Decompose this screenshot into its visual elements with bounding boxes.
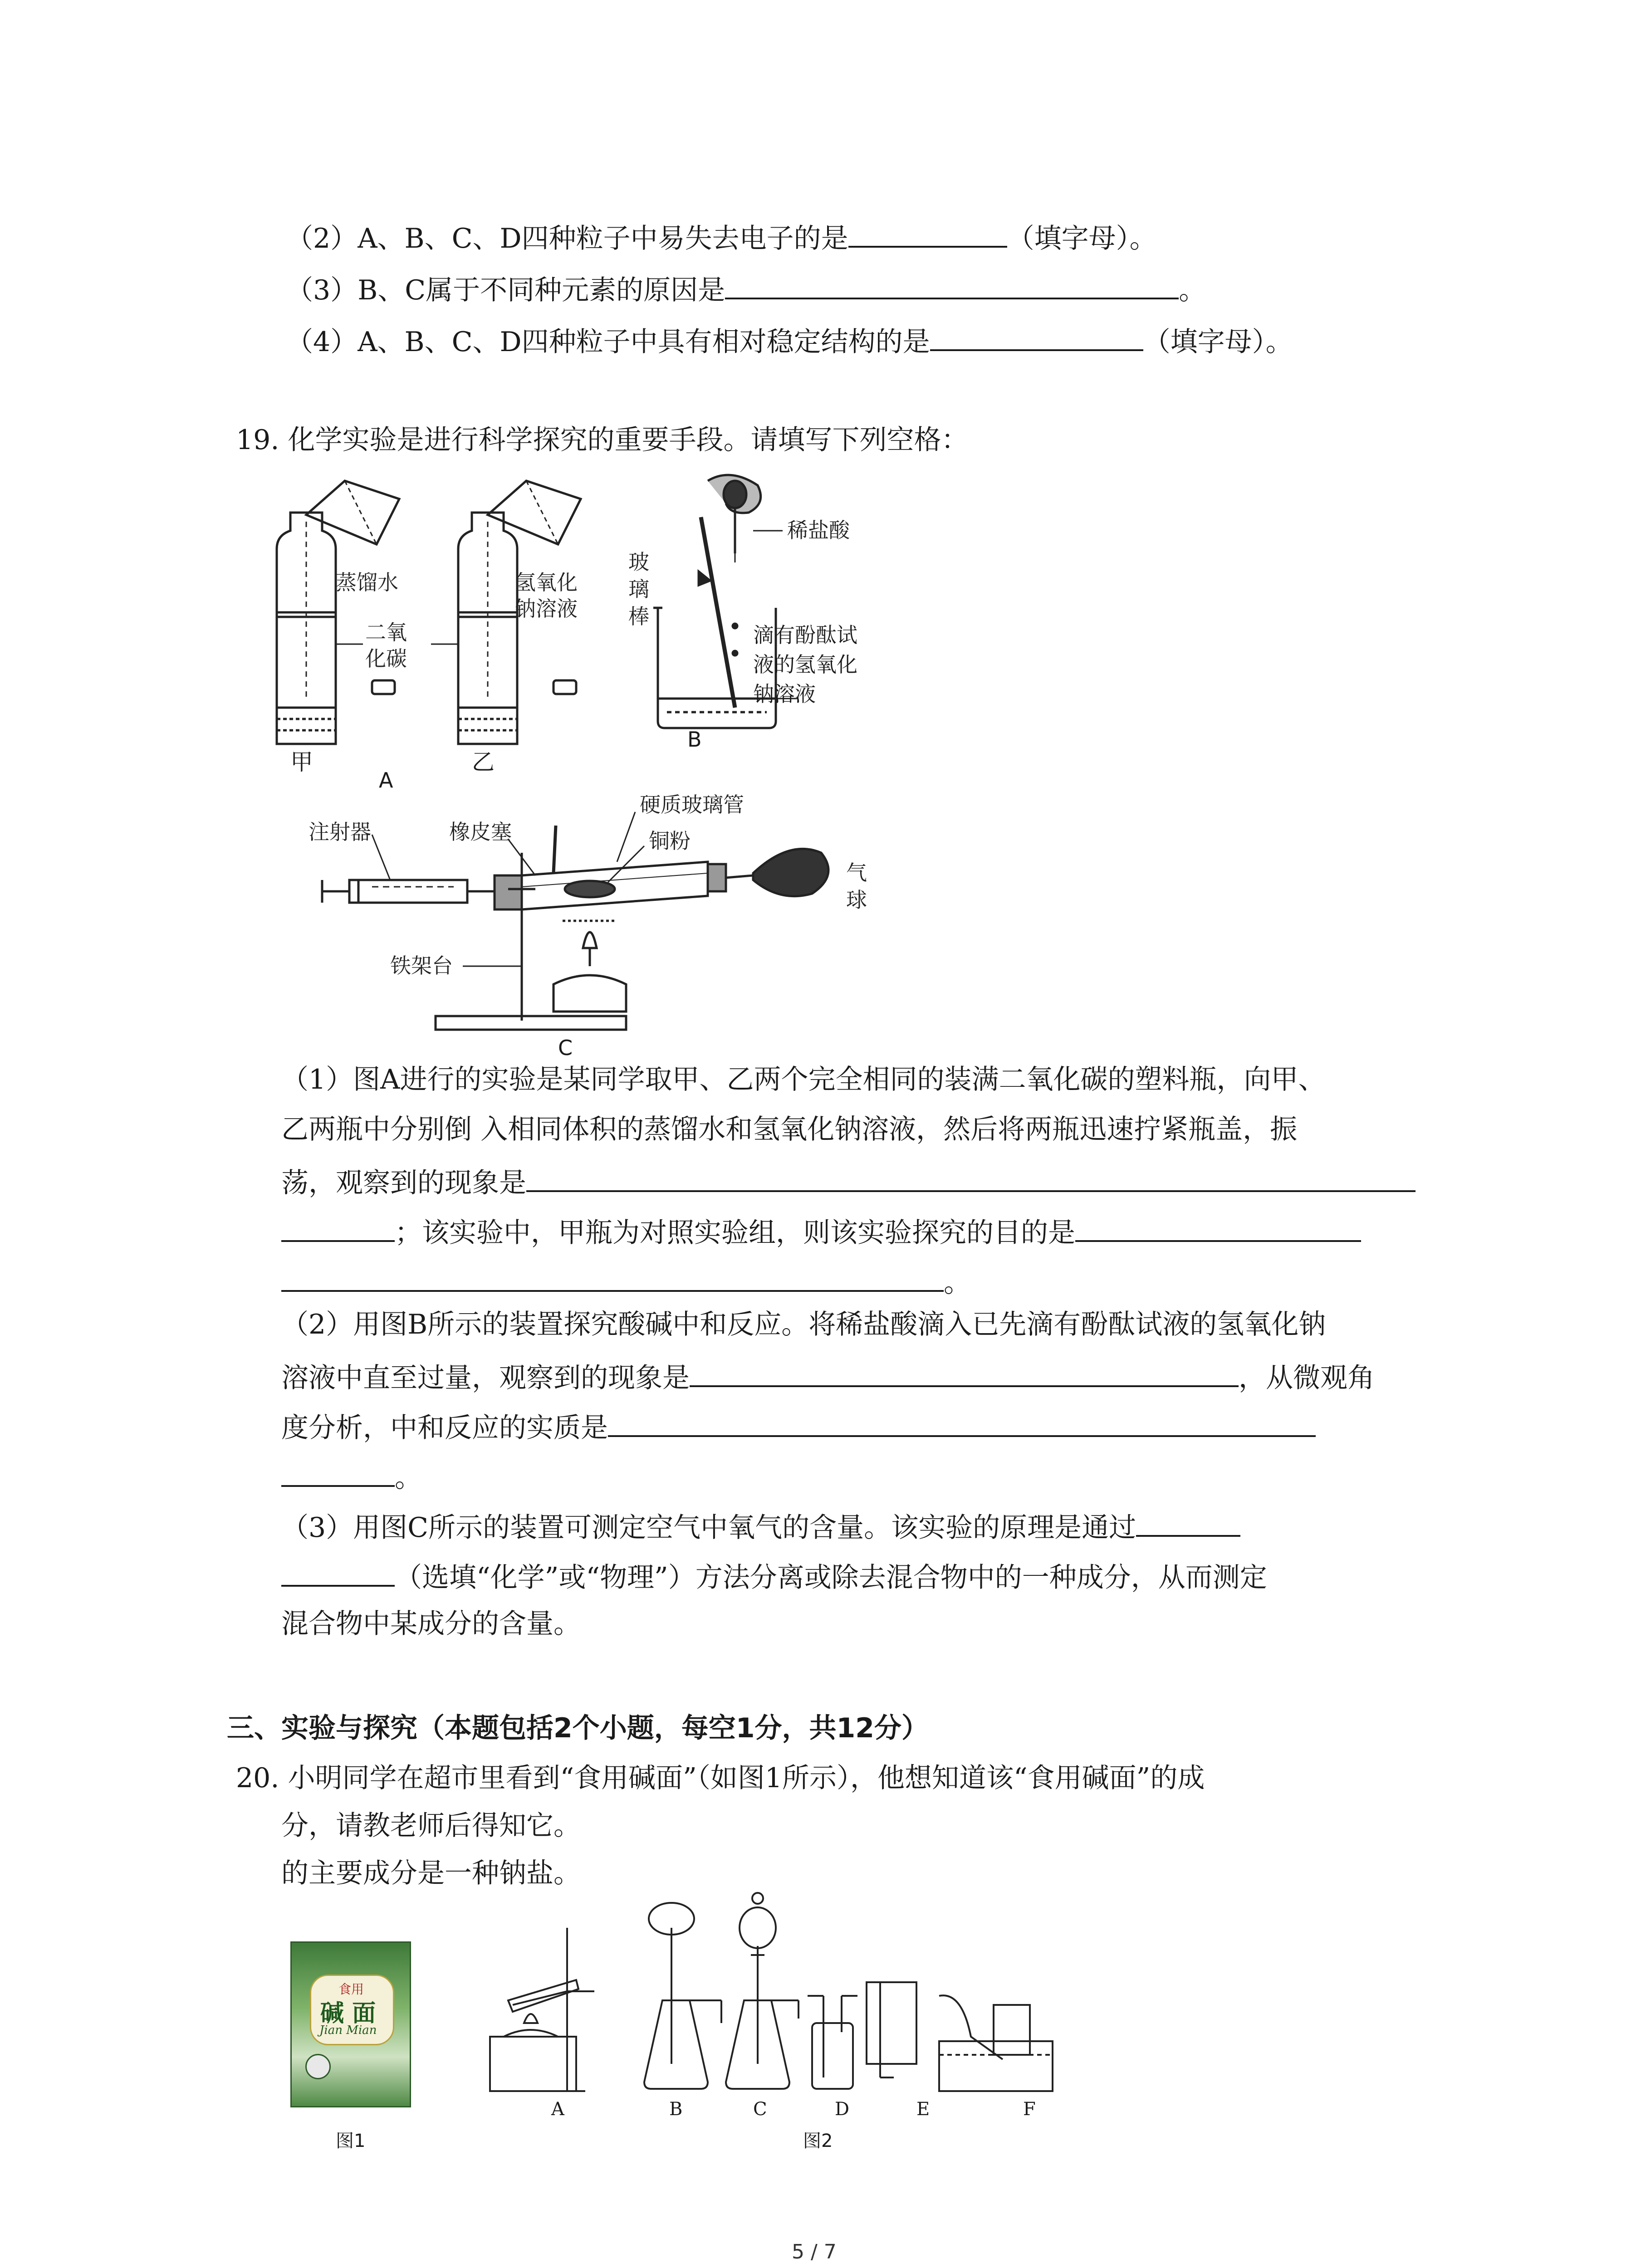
q19-p1-line-4: ；该实验中，甲瓶为对照实验组，则该实验探究的目的是 — [281, 1211, 1361, 1251]
apparatus-f — [939, 2041, 1053, 2091]
label-balloon-1: 气 — [846, 860, 867, 885]
q19-p2-line-1: （2）用图B所示的装置探究酸碱中和反应。将稀盐酸滴入已先滴有酚酞试液的氢氧化钠 — [281, 1309, 1326, 1340]
q19-p2-line-3: 度分析，中和反应的实质是 — [281, 1406, 1316, 1446]
figure-a-labels — [268, 472, 640, 753]
caption-c: C — [558, 1036, 573, 1060]
label-copper: 铜粉 — [649, 829, 691, 853]
answer-blank-q19-3b[interactable] — [281, 1556, 395, 1587]
label-glass-tube: 硬质玻璃管 — [640, 792, 744, 817]
section-3-title: 三、实验与探究（本题包括2个小题，每空1分，共12分） — [227, 1712, 929, 1744]
q19-p1-line-1: （1）图A进行的实验是某同学取甲、乙两个完全相同的装满二氧化碳的塑料瓶，向甲、 — [281, 1064, 1326, 1095]
caption-a: A — [379, 768, 393, 792]
q19-p2-line-4: 。 — [281, 1456, 422, 1496]
answer-blank-q18-4[interactable] — [930, 320, 1143, 351]
apparatus-e — [867, 1982, 916, 2064]
answer-blank-q19-1b[interactable] — [281, 1211, 395, 1242]
q19-p1-line-3: 荡，观察到的现象是 — [281, 1161, 1416, 1201]
answer-blank-q19-1c[interactable] — [1075, 1211, 1361, 1242]
package-pinyin: Jian Mian — [319, 2024, 377, 2037]
label-co2-1: 二氧 — [365, 620, 407, 645]
q19-p1-line-2: 乙两瓶中分别倒 入相同体积的蒸馏水和氢氧化钠溶液，然后将两瓶迅速拧紧瓶盖，振 — [281, 1114, 1298, 1145]
label-apparatus-e: E — [916, 2099, 930, 2120]
label-rod-2: 璃 — [628, 577, 649, 601]
caption-b: B — [687, 727, 702, 752]
label-naoh-1: 氢氧化 — [515, 570, 578, 595]
package-label — [310, 1975, 394, 2045]
package-big-text: 碱 面 — [320, 2000, 376, 2027]
q18-line-3: （3）B、C属于不同种元素的原因是 。 — [286, 269, 1206, 308]
answer-blank-q18-2[interactable] — [848, 217, 1007, 248]
answer-blank-q19-2b[interactable] — [608, 1406, 1316, 1437]
figure-1-package — [290, 1941, 411, 2107]
label-solution-2: 液的氢氧化 — [753, 652, 857, 677]
q20-line-3: 的主要成分是一种钠盐。 — [281, 1857, 581, 1889]
q20-line-2: 分，请教老师后得知它。 — [281, 1810, 581, 1842]
answer-blank-q19-1d[interactable] — [281, 1261, 944, 1292]
q19-p2-line-2: 溶液中直至过量，观察到的现象是 ，从微观角 — [281, 1356, 1375, 1396]
q18-line-4: （4）A、B、C、D四种粒子中具有相对稳定结构的是 （填字母）。 — [286, 320, 1293, 360]
apparatus-d — [812, 2023, 853, 2089]
package-logo-icon — [305, 2054, 331, 2079]
label-apparatus-c: C — [753, 2099, 767, 2120]
answer-blank-q18-3[interactable] — [725, 269, 1179, 299]
answer-blank-q19-3a[interactable] — [1136, 1506, 1240, 1537]
label-apparatus-d: D — [835, 2099, 850, 2120]
caption-fig-2: 图2 — [803, 2131, 833, 2151]
label-apparatus-a: A — [551, 2099, 564, 2120]
q19-stem: 19. 化学实验是进行科学探究的重要手段。请填写下列空格： — [236, 424, 969, 456]
package-small-text: 食用 — [338, 1982, 364, 1997]
label-co2-2: 化碳 — [365, 646, 407, 671]
figure-2-apparatus — [481, 1887, 1107, 2105]
label-solution-1: 滴有酚酞试 — [753, 623, 857, 647]
page-number: 5 / 7 — [792, 2240, 837, 2263]
q18-line-2: （2）A、B、C、D四种粒子中易失去电子的是 （填字母）。 — [286, 217, 1157, 257]
figure-c-apparatus — [299, 785, 871, 1039]
answer-blank-q19-2a[interactable] — [690, 1356, 1239, 1387]
label-balloon-2: 球 — [846, 888, 867, 912]
q19-p3-line-1: （3）用图C所示的装置可测定空气中氧气的含量。该实验的原理是通过 — [281, 1506, 1240, 1546]
label-iron-stand: 铁架台 — [390, 953, 453, 978]
label-apparatus-b: B — [669, 2099, 683, 2120]
label-yi: 乙 — [472, 749, 495, 775]
label-stopper: 橡皮塞 — [449, 820, 512, 844]
label-water: 蒸馏水 — [336, 570, 398, 595]
label-rod-3: 棒 — [628, 604, 649, 629]
answer-blank-q19-2c[interactable] — [281, 1456, 395, 1487]
label-rod-1: 玻 — [628, 550, 649, 574]
caption-fig-1: 图1 — [336, 2131, 366, 2151]
apparatus-b — [644, 2000, 708, 2089]
label-solution-3: 钠溶液 — [753, 682, 816, 706]
answer-blank-q19-1a[interactable] — [526, 1161, 1416, 1192]
label-hcl: 稀盐酸 — [787, 518, 850, 543]
label-syringe: 注射器 — [309, 820, 371, 844]
q20-line-1: 20. 小明同学在超市里看到“食用碱面”（如图1所示），他想知道该“食用碱面”的成 — [236, 1762, 1205, 1794]
q19-p3-line-3: 混合物中某成分的含量。 — [281, 1608, 581, 1640]
label-naoh-2: 钠溶液 — [515, 596, 578, 621]
label-apparatus-f: F — [1023, 2099, 1036, 2120]
q19-p1-line-5: 。 — [281, 1261, 971, 1301]
q19-p3-line-2: （选填“化学”或“物理”）方法分离或除去混合物中的一种成分，从而测定 — [281, 1556, 1267, 1596]
label-jia: 甲 — [290, 749, 313, 775]
